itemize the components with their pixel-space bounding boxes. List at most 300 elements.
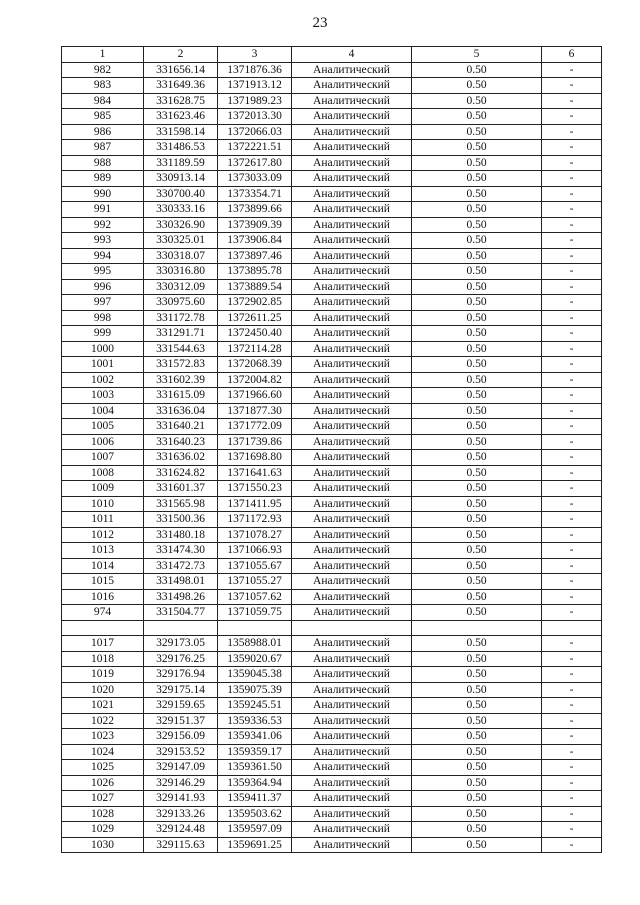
note-cell: - [542,155,602,171]
accuracy-cell: 0.50 [412,140,542,156]
y-coordinate-cell: 1359045.38 [218,667,292,683]
point-number-cell: 986 [62,124,144,140]
point-number-cell: 994 [62,248,144,264]
x-coordinate-cell: 331601.37 [144,481,218,497]
point-number-cell: 1001 [62,357,144,373]
method-cell: Аналитический [292,822,412,838]
x-coordinate-cell: 329153.52 [144,744,218,760]
method-cell: Аналитический [292,837,412,853]
y-coordinate-cell: 1373899.66 [218,202,292,218]
x-coordinate-cell: 331623.46 [144,109,218,125]
point-number-cell: 990 [62,186,144,202]
note-cell: - [542,496,602,512]
accuracy-cell: 0.50 [412,326,542,342]
method-cell: Аналитический [292,93,412,109]
x-coordinate-cell: 330326.90 [144,217,218,233]
note-cell: - [542,310,602,326]
accuracy-cell: 0.50 [412,496,542,512]
accuracy-cell: 0.50 [412,729,542,745]
accuracy-cell: 0.50 [412,341,542,357]
note-cell: - [542,636,602,652]
point-number-cell: 1016 [62,589,144,605]
accuracy-cell: 0.50 [412,682,542,698]
method-cell: Аналитический [292,543,412,559]
point-number-cell: 1007 [62,450,144,466]
accuracy-cell: 0.50 [412,233,542,249]
note-cell: - [542,202,602,218]
x-coordinate-cell: 331291.71 [144,326,218,342]
accuracy-cell: 0.50 [412,713,542,729]
accuracy-cell: 0.50 [412,155,542,171]
accuracy-cell: 0.50 [412,93,542,109]
method-cell: Аналитический [292,233,412,249]
method-cell: Аналитический [292,341,412,357]
y-coordinate-cell: 1371772.09 [218,419,292,435]
y-coordinate-cell: 1371966.60 [218,388,292,404]
table-row [62,791,602,807]
method-cell: Аналитический [292,574,412,590]
accuracy-cell: 0.50 [412,651,542,667]
x-coordinate-cell: 329146.29 [144,775,218,791]
x-coordinate-cell: 331624.82 [144,465,218,481]
table-row [62,124,602,140]
method-cell: Аналитический [292,186,412,202]
y-coordinate-cell: 1359020.67 [218,651,292,667]
method-cell: Аналитический [292,310,412,326]
table-row [62,620,602,636]
table-row [62,341,602,357]
accuracy-cell: 0.50 [412,527,542,543]
point-number-cell: 1013 [62,543,144,559]
y-coordinate-cell: 1373909.39 [218,217,292,233]
table-row [62,388,602,404]
point-number-cell: 1024 [62,744,144,760]
point-number-cell: 991 [62,202,144,218]
point-number-cell: 1009 [62,481,144,497]
note-cell: - [542,450,602,466]
table-row [62,372,602,388]
point-number-cell: 1029 [62,822,144,838]
y-coordinate-cell: 1359691.25 [218,837,292,853]
method-cell: Аналитический [292,295,412,311]
table-row [62,419,602,435]
x-coordinate-cell: 330312.09 [144,279,218,295]
y-coordinate-cell: 1359075.39 [218,682,292,698]
y-coordinate-cell: 1359364.94 [218,775,292,791]
table-row [62,248,602,264]
note-cell: - [542,465,602,481]
y-coordinate-cell [218,620,292,636]
method-cell: Аналитический [292,279,412,295]
accuracy-cell: 0.50 [412,698,542,714]
point-number-cell: 989 [62,171,144,187]
method-cell: Аналитический [292,496,412,512]
y-coordinate-cell: 1359503.62 [218,806,292,822]
x-coordinate-cell: 329175.14 [144,682,218,698]
note-cell: - [542,233,602,249]
point-number-cell [62,620,144,636]
method-cell: Аналитический [292,171,412,187]
accuracy-cell: 0.50 [412,372,542,388]
method-cell: Аналитический [292,791,412,807]
method-cell: Аналитический [292,589,412,605]
note-cell: - [542,357,602,373]
x-coordinate-cell: 329147.09 [144,760,218,776]
note-cell: - [542,682,602,698]
y-coordinate-cell: 1359597.09 [218,822,292,838]
y-coordinate-cell: 1373895.78 [218,264,292,280]
point-number-cell: 1026 [62,775,144,791]
note-cell: - [542,558,602,574]
accuracy-cell: 0.50 [412,403,542,419]
column-header: 4 [292,47,412,63]
accuracy-cell: 0.50 [412,481,542,497]
x-coordinate-cell: 331649.36 [144,78,218,94]
coordinates-table [61,46,602,853]
y-coordinate-cell: 1371059.75 [218,605,292,621]
y-coordinate-cell: 1373906.84 [218,233,292,249]
table-row [62,822,602,838]
note-cell: - [542,434,602,450]
method-cell: Аналитический [292,636,412,652]
point-number-cell: 988 [62,155,144,171]
accuracy-cell: 0.50 [412,837,542,853]
accuracy-cell: 0.50 [412,171,542,187]
y-coordinate-cell: 1371078.27 [218,527,292,543]
table-header-row [62,47,602,63]
y-coordinate-cell: 1372004.82 [218,372,292,388]
table-row [62,155,602,171]
y-coordinate-cell: 1359336.53 [218,713,292,729]
x-coordinate-cell: 330333.16 [144,202,218,218]
accuracy-cell: 0.50 [412,744,542,760]
x-coordinate-cell: 331656.14 [144,62,218,78]
y-coordinate-cell: 1372221.51 [218,140,292,156]
note-cell: - [542,837,602,853]
table-row [62,465,602,481]
y-coordinate-cell: 1371172.93 [218,512,292,528]
method-cell: Аналитический [292,388,412,404]
point-number-cell: 1002 [62,372,144,388]
y-coordinate-cell: 1371641.63 [218,465,292,481]
table-row [62,403,602,419]
table-row [62,744,602,760]
x-coordinate-cell: 329156.09 [144,729,218,745]
point-number-cell: 999 [62,326,144,342]
y-coordinate-cell: 1371739.86 [218,434,292,450]
note-cell: - [542,791,602,807]
y-coordinate-cell: 1372114.28 [218,341,292,357]
table-row [62,837,602,853]
note-cell: - [542,822,602,838]
x-coordinate-cell [144,620,218,636]
table-row [62,760,602,776]
method-cell: Аналитический [292,667,412,683]
y-coordinate-cell: 1371550.23 [218,481,292,497]
method-cell: Аналитический [292,729,412,745]
table-row [62,729,602,745]
y-coordinate-cell: 1373033.09 [218,171,292,187]
column-header: 5 [412,47,542,63]
point-number-cell: 996 [62,279,144,295]
point-number-cell: 1010 [62,496,144,512]
note-cell: - [542,186,602,202]
x-coordinate-cell: 331189.59 [144,155,218,171]
y-coordinate-cell: 1371989.23 [218,93,292,109]
note-cell: - [542,605,602,621]
point-number-cell: 1028 [62,806,144,822]
x-coordinate-cell: 331602.39 [144,372,218,388]
point-number-cell: 992 [62,217,144,233]
y-coordinate-cell: 1359411.37 [218,791,292,807]
y-coordinate-cell: 1372066.03 [218,124,292,140]
note-cell: - [542,93,602,109]
note-cell: - [542,372,602,388]
table-row [62,233,602,249]
point-number-cell: 1023 [62,729,144,745]
x-coordinate-cell: 330318.07 [144,248,218,264]
accuracy-cell: 0.50 [412,822,542,838]
method-cell: Аналитический [292,357,412,373]
x-coordinate-cell: 331504.77 [144,605,218,621]
note-cell: - [542,341,602,357]
point-number-cell: 1017 [62,636,144,652]
table-row [62,713,602,729]
method-cell: Аналитический [292,217,412,233]
y-coordinate-cell: 1371055.27 [218,574,292,590]
method-cell: Аналитический [292,264,412,280]
table-row [62,527,602,543]
note-cell: - [542,698,602,714]
note-cell: - [542,124,602,140]
x-coordinate-cell: 329133.26 [144,806,218,822]
note-cell: - [542,806,602,822]
table-body [62,62,602,853]
point-number-cell: 985 [62,109,144,125]
accuracy-cell: 0.50 [412,558,542,574]
table-row [62,109,602,125]
accuracy-cell: 0.50 [412,434,542,450]
point-number-cell: 1025 [62,760,144,776]
point-number-cell: 1019 [62,667,144,683]
y-coordinate-cell: 1373897.46 [218,248,292,264]
method-cell: Аналитический [292,651,412,667]
accuracy-cell: 0.50 [412,279,542,295]
x-coordinate-cell: 329115.63 [144,837,218,853]
point-number-cell: 1014 [62,558,144,574]
point-number-cell: 1004 [62,403,144,419]
y-coordinate-cell: 1359245.51 [218,698,292,714]
note-cell: - [542,760,602,776]
page-number: 23 [312,15,328,31]
table-row [62,310,602,326]
note-cell: - [542,481,602,497]
x-coordinate-cell: 331172.78 [144,310,218,326]
method-cell: Аналитический [292,465,412,481]
method-cell: Аналитический [292,155,412,171]
x-coordinate-cell: 331498.01 [144,574,218,590]
method-cell: Аналитический [292,744,412,760]
method-cell [292,620,412,636]
method-cell: Аналитический [292,372,412,388]
method-cell: Аналитический [292,140,412,156]
table-row [62,605,602,621]
x-coordinate-cell: 330325.01 [144,233,218,249]
table-row [62,279,602,295]
x-coordinate-cell: 331480.18 [144,527,218,543]
method-cell: Аналитический [292,713,412,729]
table-row [62,775,602,791]
point-number-cell: 998 [62,310,144,326]
method-cell: Аналитический [292,109,412,125]
accuracy-cell: 0.50 [412,248,542,264]
note-cell: - [542,651,602,667]
column-header: 3 [218,47,292,63]
method-cell: Аналитический [292,698,412,714]
y-coordinate-cell: 1372450.40 [218,326,292,342]
y-coordinate-cell: 1372617.80 [218,155,292,171]
table-row [62,140,602,156]
method-cell: Аналитический [292,434,412,450]
point-number-cell: 1030 [62,837,144,853]
note-cell: - [542,78,602,94]
column-header: 2 [144,47,218,63]
point-number-cell: 1012 [62,527,144,543]
method-cell: Аналитический [292,527,412,543]
y-coordinate-cell: 1373889.54 [218,279,292,295]
table-row [62,326,602,342]
y-coordinate-cell: 1373354.71 [218,186,292,202]
note-cell: - [542,512,602,528]
method-cell: Аналитический [292,775,412,791]
note-cell: - [542,295,602,311]
accuracy-cell: 0.50 [412,419,542,435]
table-row [62,574,602,590]
note-cell: - [542,248,602,264]
accuracy-cell: 0.50 [412,357,542,373]
table-row [62,62,602,78]
table-row [62,217,602,233]
table-row [62,682,602,698]
x-coordinate-cell: 330700.40 [144,186,218,202]
method-cell: Аналитический [292,419,412,435]
table-row [62,698,602,714]
x-coordinate-cell: 329173.05 [144,636,218,652]
x-coordinate-cell: 331474.30 [144,543,218,559]
y-coordinate-cell: 1359341.06 [218,729,292,745]
x-coordinate-cell: 331640.21 [144,419,218,435]
method-cell: Аналитический [292,202,412,218]
note-cell: - [542,729,602,745]
accuracy-cell: 0.50 [412,791,542,807]
note-cell: - [542,388,602,404]
x-coordinate-cell: 331636.02 [144,450,218,466]
accuracy-cell: 0.50 [412,605,542,621]
x-coordinate-cell: 329141.93 [144,791,218,807]
point-number-cell: 1015 [62,574,144,590]
note-cell: - [542,589,602,605]
accuracy-cell: 0.50 [412,574,542,590]
y-coordinate-cell: 1371057.62 [218,589,292,605]
note-cell: - [542,279,602,295]
column-header: 6 [542,47,602,63]
point-number-cell: 982 [62,62,144,78]
y-coordinate-cell: 1372611.25 [218,310,292,326]
table-row [62,667,602,683]
x-coordinate-cell: 329159.65 [144,698,218,714]
note-cell: - [542,744,602,760]
accuracy-cell: 0.50 [412,543,542,559]
x-coordinate-cell: 329151.37 [144,713,218,729]
note-cell: - [542,419,602,435]
x-coordinate-cell: 331498.26 [144,589,218,605]
point-number-cell: 1011 [62,512,144,528]
method-cell: Аналитический [292,124,412,140]
table-row [62,202,602,218]
note-cell: - [542,326,602,342]
x-coordinate-cell: 331640.23 [144,434,218,450]
x-coordinate-cell: 330913.14 [144,171,218,187]
y-coordinate-cell: 1371055.67 [218,558,292,574]
accuracy-cell: 0.50 [412,806,542,822]
y-coordinate-cell: 1359361.50 [218,760,292,776]
point-number-cell: 1008 [62,465,144,481]
method-cell: Аналитический [292,682,412,698]
note-cell: - [542,667,602,683]
x-coordinate-cell: 331565.98 [144,496,218,512]
point-number-cell: 1003 [62,388,144,404]
table-row [62,186,602,202]
point-number-cell: 1005 [62,419,144,435]
note-cell: - [542,543,602,559]
table-row [62,357,602,373]
table-row [62,264,602,280]
accuracy-cell: 0.50 [412,775,542,791]
method-cell: Аналитический [292,558,412,574]
table-row [62,558,602,574]
x-coordinate-cell: 329124.48 [144,822,218,838]
note-cell: - [542,574,602,590]
method-cell: Аналитический [292,326,412,342]
table-row [62,806,602,822]
point-number-cell: 1018 [62,651,144,667]
point-number-cell: 987 [62,140,144,156]
point-number-cell: 1027 [62,791,144,807]
method-cell: Аналитический [292,512,412,528]
accuracy-cell: 0.50 [412,62,542,78]
method-cell: Аналитический [292,78,412,94]
note-cell: - [542,140,602,156]
table-row [62,512,602,528]
table-row [62,171,602,187]
point-number-cell: 1022 [62,713,144,729]
table-row [62,481,602,497]
method-cell: Аналитический [292,481,412,497]
y-coordinate-cell: 1372068.39 [218,357,292,373]
note-cell: - [542,713,602,729]
point-number-cell: 1006 [62,434,144,450]
table-row [62,543,602,559]
x-coordinate-cell: 330316.80 [144,264,218,280]
table-row [62,496,602,512]
table-row [62,636,602,652]
note-cell: - [542,217,602,233]
table-row [62,589,602,605]
x-coordinate-cell: 331544.63 [144,341,218,357]
accuracy-cell: 0.50 [412,636,542,652]
point-number-cell: 983 [62,78,144,94]
column-header: 1 [62,47,144,63]
